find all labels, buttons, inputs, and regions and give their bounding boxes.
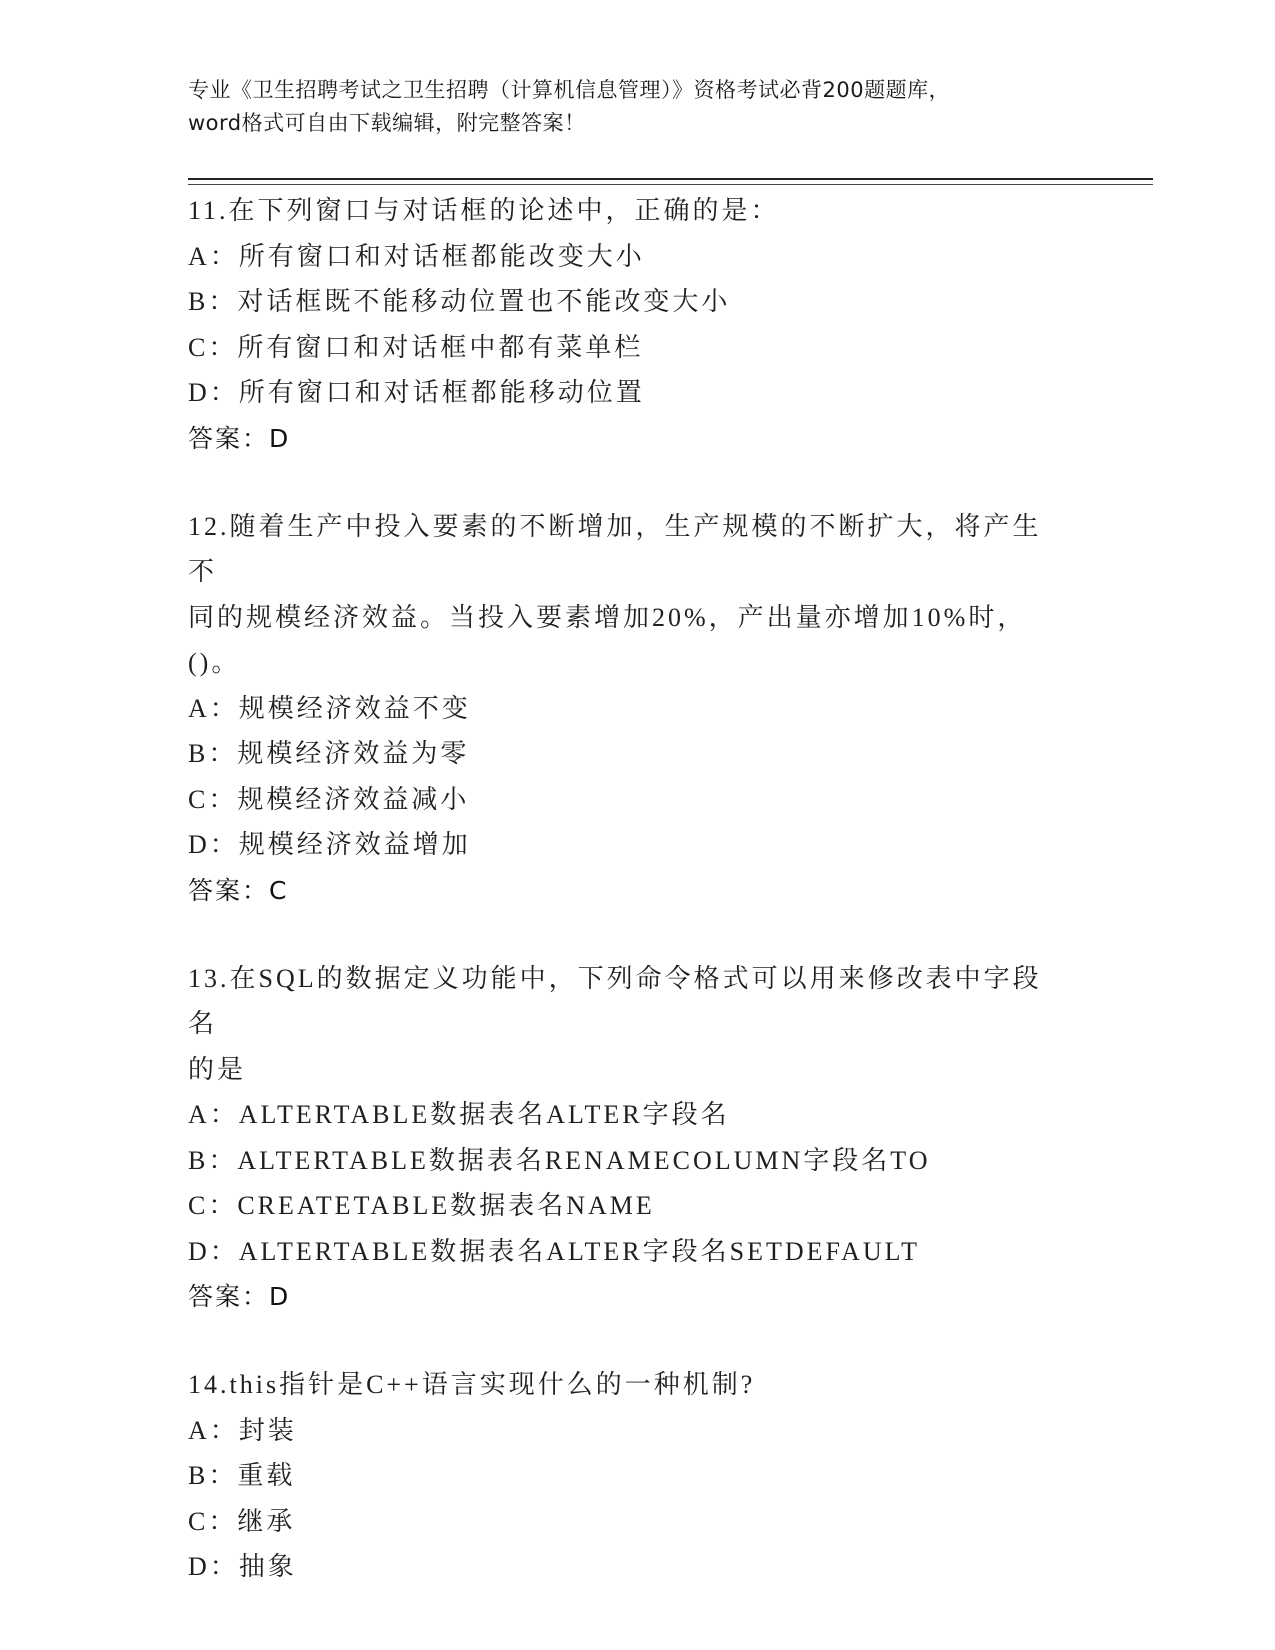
answer-line: 答案：D <box>188 1282 291 1311</box>
option-a: A：ALTERTABLE数据表名ALTER字段名 <box>188 1100 730 1129</box>
document-header <box>188 74 1088 140</box>
header-divider-thin <box>188 184 1153 185</box>
question-11 <box>188 188 1088 462</box>
question-stem-line: 的是 <box>188 1054 247 1084</box>
option-d: D：ALTERTABLE数据表名ALTER字段名SETDEFAULT <box>188 1236 920 1266</box>
question-14 <box>188 1362 1088 1590</box>
option-b: B：规模经济效益为零 <box>188 739 470 768</box>
header-line-1: 专业《卫生招聘考试之卫生招聘（计算机信息管理）》资格考试必背200题题库， <box>188 78 951 102</box>
header-line-2: word格式可自由下载编辑，附完整答案！ <box>188 111 586 135</box>
option-c: C：继承 <box>188 1506 296 1536</box>
question-13 <box>188 956 1088 1321</box>
header-divider-thick <box>188 178 1153 180</box>
option-b: B：重载 <box>188 1461 296 1490</box>
question-list <box>188 188 1088 1632</box>
option-a: A：封装 <box>188 1415 297 1445</box>
option-d: D：规模经济效益增加 <box>188 830 471 859</box>
option-c: C：规模经济效益减小 <box>188 784 470 814</box>
option-a: A：规模经济效益不变 <box>188 693 471 723</box>
option-a: A：所有窗口和对话框都能改变大小 <box>188 241 645 271</box>
option-b: B：ALTERTABLE数据表名RENAMECOLUMN字段名TO <box>188 1145 931 1175</box>
question-12 <box>188 504 1088 914</box>
question-stem-line: 14.this指针是C++语言实现什么的一种机制? <box>188 1370 756 1399</box>
question-stem-line: 11.在下列窗口与对话框的论述中，正确的是： <box>188 196 780 225</box>
question-stem-line: 同的规模经济效益。当投入要素增加20%，产出量亦增加10%时，()。 <box>188 602 1027 677</box>
option-d: D：所有窗口和对话框都能移动位置 <box>188 378 645 407</box>
option-c: C：CREATETABLE数据表名NAME <box>188 1191 655 1220</box>
question-stem-line: 12.随着生产中投入要素的不断增加，生产规模的不断扩大，将产生不 <box>188 511 1042 586</box>
option-c: C：所有窗口和对话框中都有菜单栏 <box>188 332 644 362</box>
answer-line: 答案：C <box>188 875 289 905</box>
answer-line: 答案：D <box>188 423 291 453</box>
option-b: B：对话框既不能移动位置也不能改变大小 <box>188 287 731 316</box>
option-d: D：抽象 <box>188 1552 297 1581</box>
question-stem-line: 13.在SQL的数据定义功能中，下列命令格式可以用来修改表中字段名 <box>188 963 1042 1038</box>
